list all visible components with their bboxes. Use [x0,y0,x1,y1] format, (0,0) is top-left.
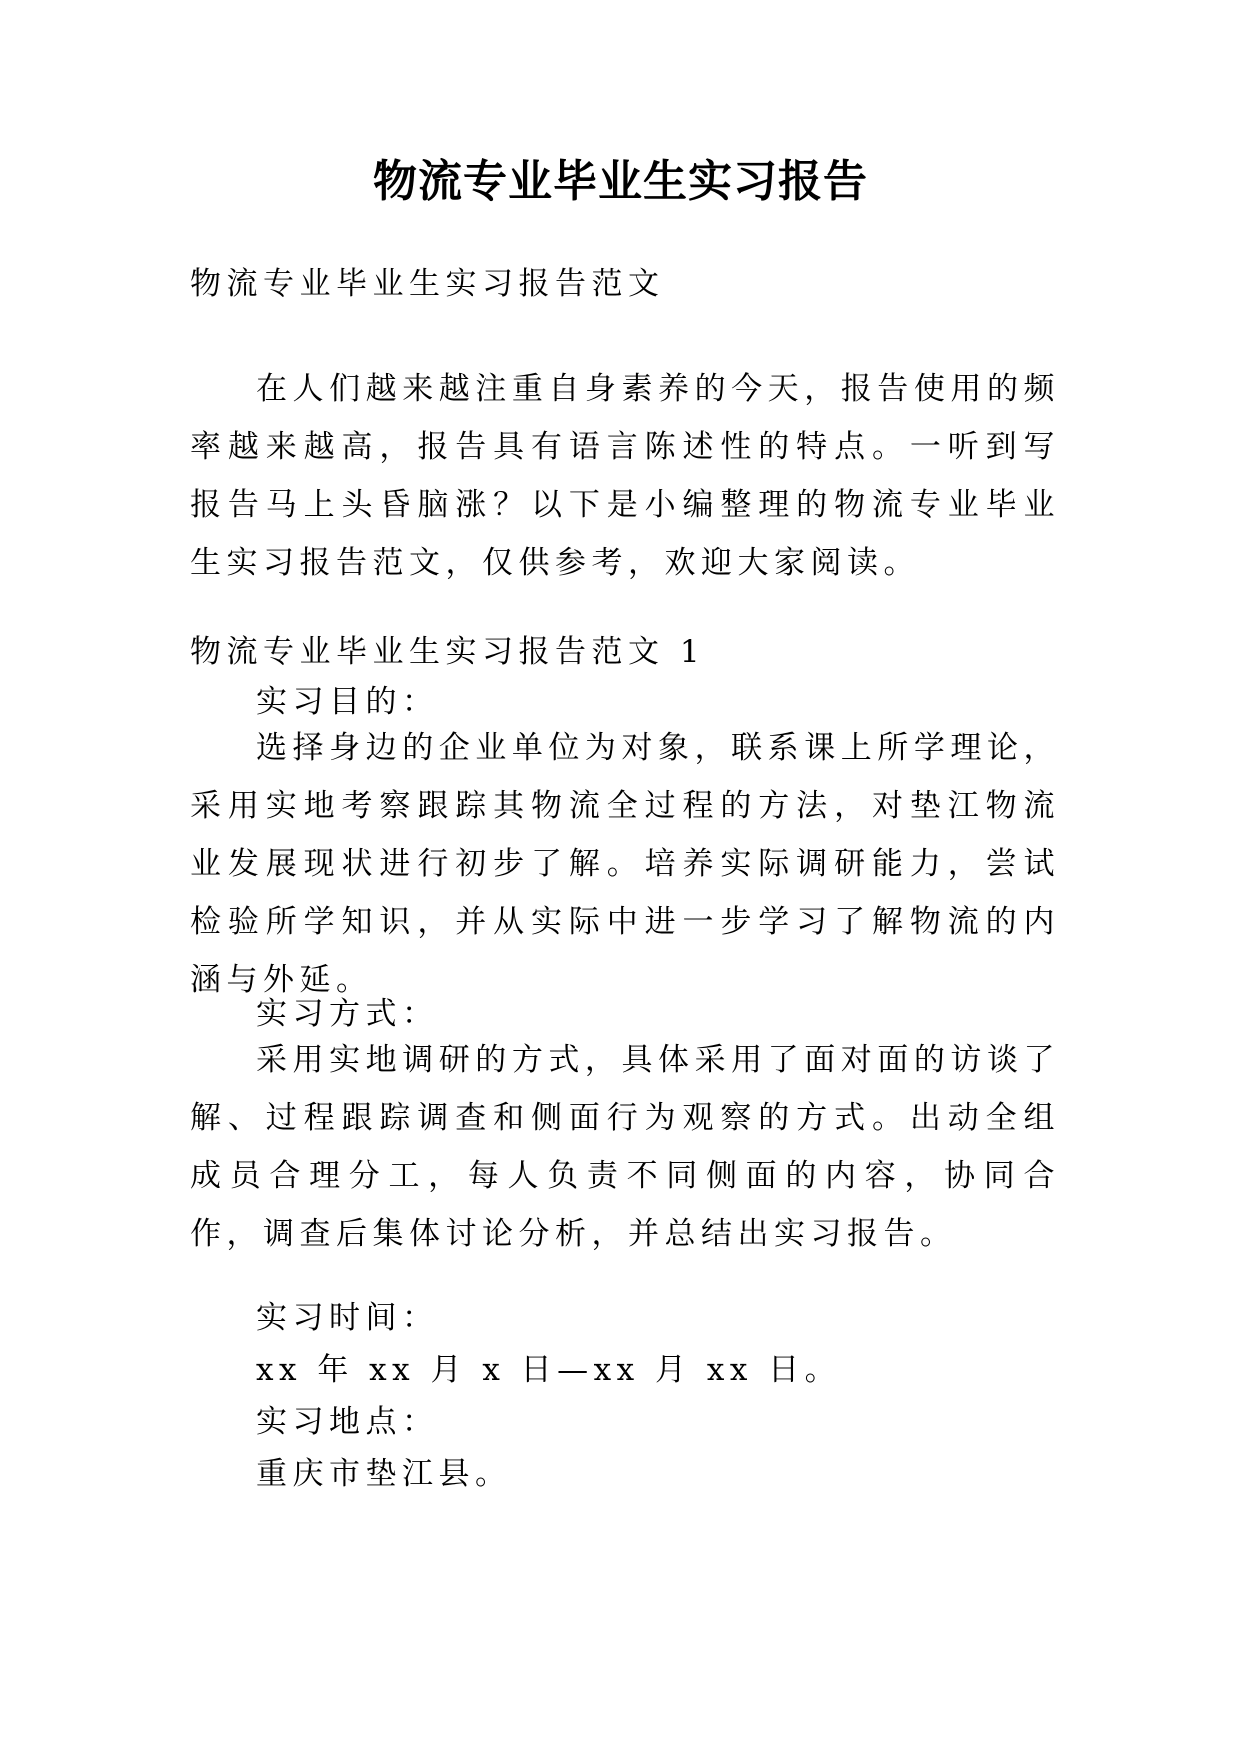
place-value: 重庆市垫江县。 [256,1456,512,1492]
intro-paragraph: 在人们越来越注重自身素养的今天，报告使用的频率越来越高，报告具有语言陈述性的特点。一听到写报告马上头昏脑涨？以下是小编整理的物流专业毕业生实习报告范文，仅供参考，欢迎大家阅读。 [190,371,1060,581]
document-title: 物流专业毕业生实习报告 [373,156,868,207]
method-label: 实习方式： [256,996,439,1032]
purpose-label: 实习目的： [256,684,439,720]
section-heading: 物流专业毕业生实习报告范文 1 [190,634,706,670]
method-paragraph: 采用实地调研的方式，具体采用了面对面的访谈了解、过程跟踪调查和侧面行为观察的方式。出动全组成员合理分工，每人负责不同侧面的内容，协同合作，调查后集体讨论分析，并总结出实习报告。 [190,1042,1060,1252]
time-value: xx 年 xx 月 x 日—xx 月 xx 日。 [256,1352,842,1388]
purpose-paragraph: 选择身边的企业单位为对象，联系课上所学理论，采用实地考察跟踪其物流全过程的方法，对垫江物流业发展现状进行初步了解。培养实际调研能力，尝试检验所学知识，并从实际中进一步学习了解物流的内涵与外延。 [190,730,1060,998]
time-label: 实习时间： [256,1300,439,1336]
document-subtitle: 物流专业毕业生实习报告范文 [190,266,665,302]
place-label: 实习地点： [256,1404,439,1440]
